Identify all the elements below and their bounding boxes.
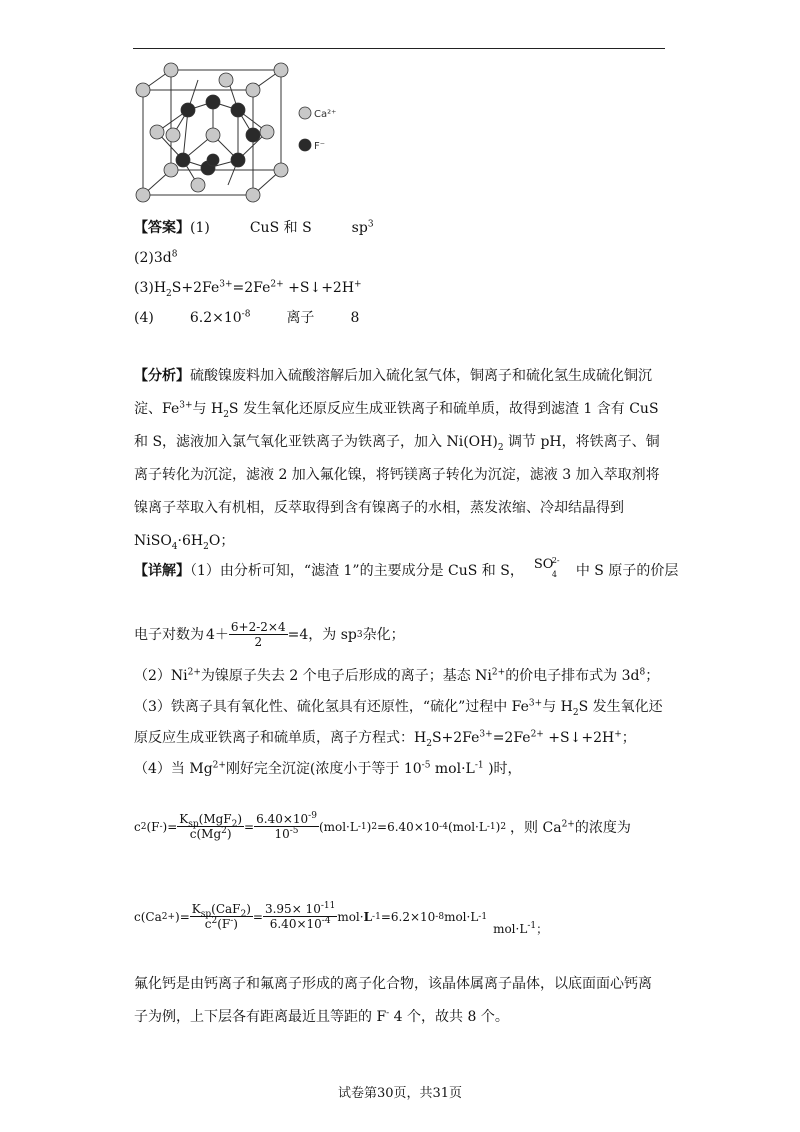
detail-line-6: （4）当 $Mg^{2+}$刚好完全沉淀(浓度小于等于 $10^{-5}$ $mol\cdot L^{-1}$ )时， (134, 760, 522, 777)
crystal-structure-figure (133, 60, 363, 210)
legend-f-label: F⁻ (314, 141, 326, 152)
equation-ca-concentration: c(Ca 2+ )= $\frac{K_{sp}(CaF_2)}{c^2(F^-)}$ = $\frac{3.95\times 10^{-11}}{6.40\times 10^{-4}}$ mol· L -1 =6.2×10 -8 mol·L -1 $mol\cdot L^{-1}$； (134, 901, 549, 936)
answer-line-1: 【答案】(1) CuS 和 S $sp^3$ (134, 219, 374, 236)
equation-f-concentration: c 2 (F - )= $\frac{K_{sp}(MgF_2)}{c(Mg^2)}$ = $\frac{6.40\times 10^{-9}}{10^{-5}}$ (mol·L -1 ) 2 =6.40×10 -4 (mol·L -1 ) 2 ，则 $Ca^{2+}$的浓度为 (134, 811, 631, 841)
sulfate-ion-formula: SO 2- 4 (533, 556, 560, 579)
legend-f-marker (299, 139, 311, 151)
mg-value-fraction: $\frac{6.40\times 10^{-9}}{10^{-5}}$ (256, 811, 317, 841)
detail-line-2: 电子对数为 4＋ $\frac{6+2-2\times 4}{2}$ =4，为 sp 3 杂化； (134, 620, 405, 649)
header-rule (133, 48, 665, 49)
ca-value-fraction: $\frac{3.95\times 10^{-11}}{6.40\times 10^{-4}}$ (264, 901, 336, 931)
detail-line-5: 原反应生成亚铁离子和硫单质，离子方程式：$H_2S+2Fe^{3+}=2Fe^{2+}$ +S↓+2H+； (134, 729, 636, 749)
answer-line-4: (4) $6.2\times 10^{-8}$ 离子 8 (134, 309, 360, 326)
legend-ca-label: Ca²⁺ (314, 109, 337, 120)
ksp-mgf2-fraction: $\frac{K_{sp}(MgF_2)}{c(Mg^2)}$ (179, 812, 243, 841)
ksp-caf2-fraction: $\frac{K_{sp}(CaF_2)}{c^2(F^-)}$ (191, 902, 251, 931)
answer-line-3: $(3)H_2S+2Fe^{3+}=2Fe^{2+}$ +S↓+2H+ (134, 279, 362, 299)
electron-pair-fraction: $\frac{6+2-2\times 4}{2}$ (230, 620, 286, 649)
answer-tag: 【答案】 (134, 220, 190, 236)
detail-line-4: （3）铁离子具有氧化性、硫化氢具有还原性，“硫化”过程中 $Fe^{3+}$与 $H_2S$ 发生氧化还 (134, 698, 663, 718)
legend-ca-marker (299, 107, 311, 119)
conclusion-paragraph: 氟化钙是由钙离子和氟离子形成的离子化合物，该晶体属离子晶体，以底面面心钙离子为例，上下层各有距离最近且等距的 F- 4 个，故共 8 个。 (134, 976, 652, 1025)
answer-line-2: $(2)3d^8$ (134, 249, 178, 266)
detail-line-1: 【详解】（1）由分析可知，“滤渣 1”的主要成分是 CuS 和 S， SO 2- 4 中 S 原子的价层 (134, 556, 679, 579)
detail-line-3: $(2)Ni^{2+}$为镍原子失去 2 个电子后形成的离子；基态 $Ni^{2+}$的价电子排布式为 $3d^8$； (134, 667, 660, 684)
analysis-paragraph: 【分析】硫酸镍废料加入硫酸溶解后加入硫化氢气体，铜离子和硫化氢生成硫化铜沉淀、$Fe^{3+}$与 $H_2S$ 发生氧化还原反应生成亚铁离子和硫单质，故得到滤渣 1 含有 CuS 和 S，滤液加入氯气氧化亚铁离子为铁离子，加入 $Ni(OH)_2$ 调节 pH，将铁离子、铜离子转化为沉淀，滤液 2 加入氟化镍，将钙镁离子转化为沉淀，滤液 3 加入萃取剂将镍离子萃取入有机相，反萃取得到含有镍离子的水相，蒸发浓缩、冷却结晶得到 $NiSO_4\cdot 6H_2O$； (134, 368, 660, 552)
page-footer: 试卷第30页，共31页 (337, 1086, 463, 1101)
